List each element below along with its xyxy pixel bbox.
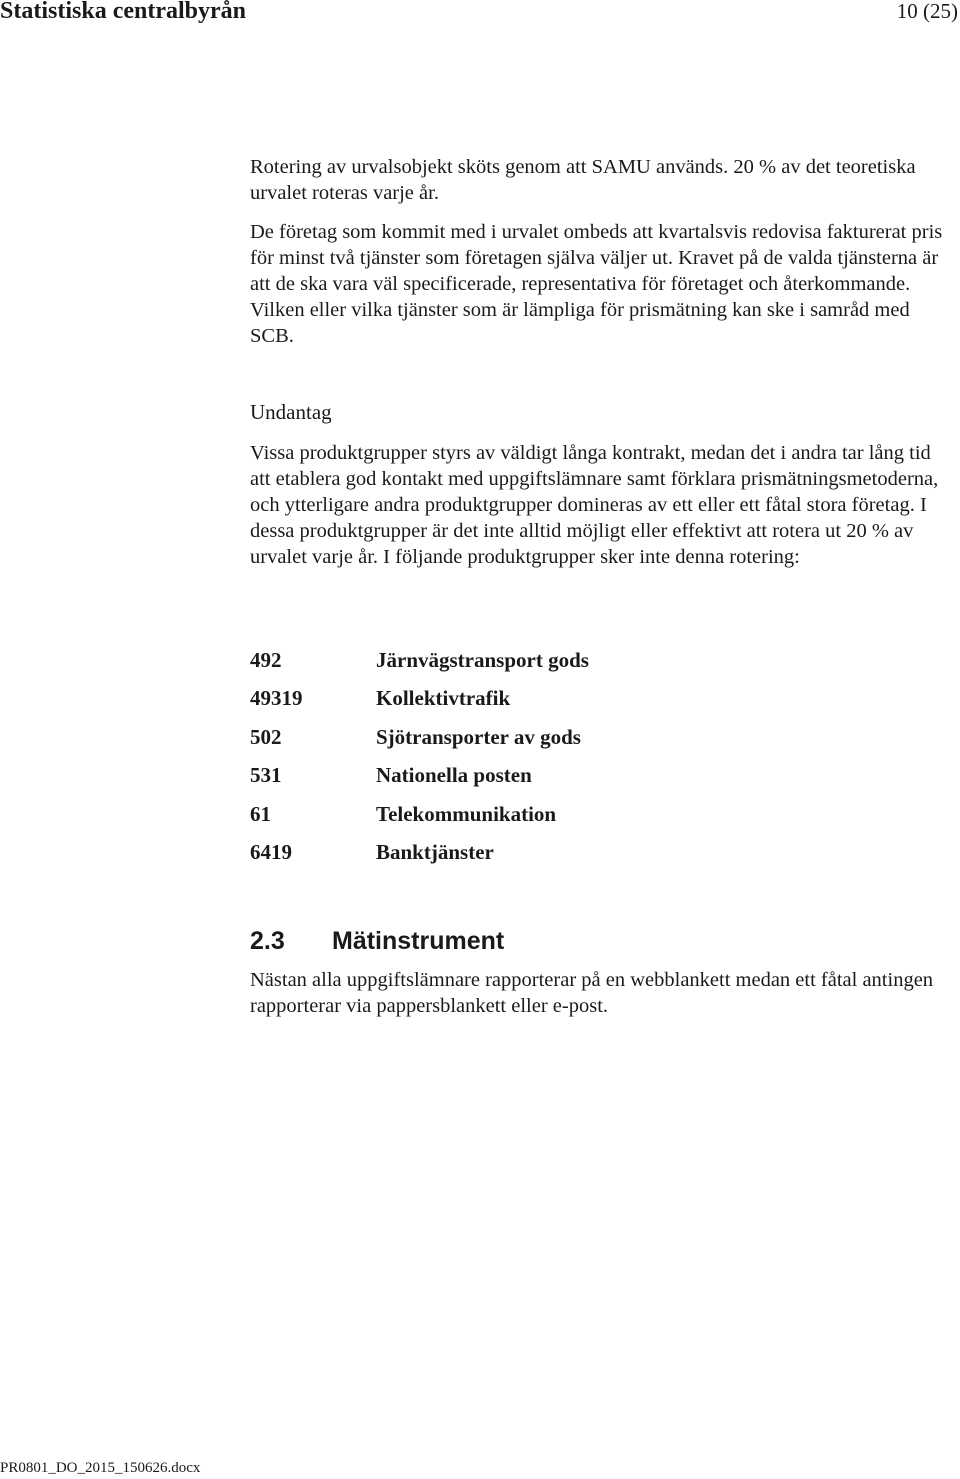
table-row [250,840,589,878]
paragraph-instrument: Nästan alla uppgiftslämnare rapporterar på en webblankett medan ett fåtal antingen rapporterar via pappersblankett eller e-post. [250,969,934,1017]
table-row [250,648,589,686]
product-code: 492 [250,648,282,672]
product-code: 502 [250,724,282,749]
product-code: 61 [250,801,271,826]
table-row [250,802,589,840]
product-name: Sjötransporter av gods [376,724,581,749]
paragraph-reporting: De företag som kommit med i urvalet ombeds att kvartalsvis redovisa fakturerat pris för minst två tjänster som företagen själva väljer ut. Kravet på de valda tjänsterna är att de ska vara väl specificerade, representativa för företaget och återkommande. Vilken eller vilka tjänster som är lämpliga för prismätning kan ske i samråd med SCB. [250,221,943,347]
product-name: Telekommunikation [376,801,557,826]
product-group-table [250,648,589,878]
product-name: Banktjänster [376,839,494,864]
exception-heading: Undantag [250,400,332,424]
table-row [250,686,589,724]
organization-name: Statistiska centralbyrån [0,0,246,24]
product-code: 531 [250,763,282,788]
section-title: Mätinstrument [332,927,505,955]
product-name: Kollektivtrafik [376,686,511,711]
paragraph-exceptions: Vissa produktgrupper styrs av väldigt långa kontrakt, medan det i andra tar lång tid att etablera god kontakt med uppgiftslämnare samt förklara prismätningsmetoderna, och ytterligare andra produktgrupper domineras av ett eller ett fåtal stora företag. I dessa produktgrupper är det inte alltid möjligt eller effektivt att rotera ut 20 % av urvalet varje år. I följande produktgrupper sker inte denna rotering: [250,442,939,568]
table-row [250,763,589,801]
page-number: 10 (25) [896,0,958,23]
document-filename: PR0801_DO_2015_150626.docx [0,1460,201,1476]
paragraph-rotation: Rotering av urvalsobjekt sköts genom att SAMU används. 20 % av det teoretiska urvalet roteras varje år. [250,156,916,204]
product-name: Nationella posten [376,763,532,788]
section-number: 2.3 [250,927,285,955]
section-heading [250,927,504,956]
product-code: 49319 [250,686,303,711]
product-name: Järnvägstransport gods [376,648,589,672]
product-code: 6419 [250,839,292,864]
table-row [250,725,589,763]
